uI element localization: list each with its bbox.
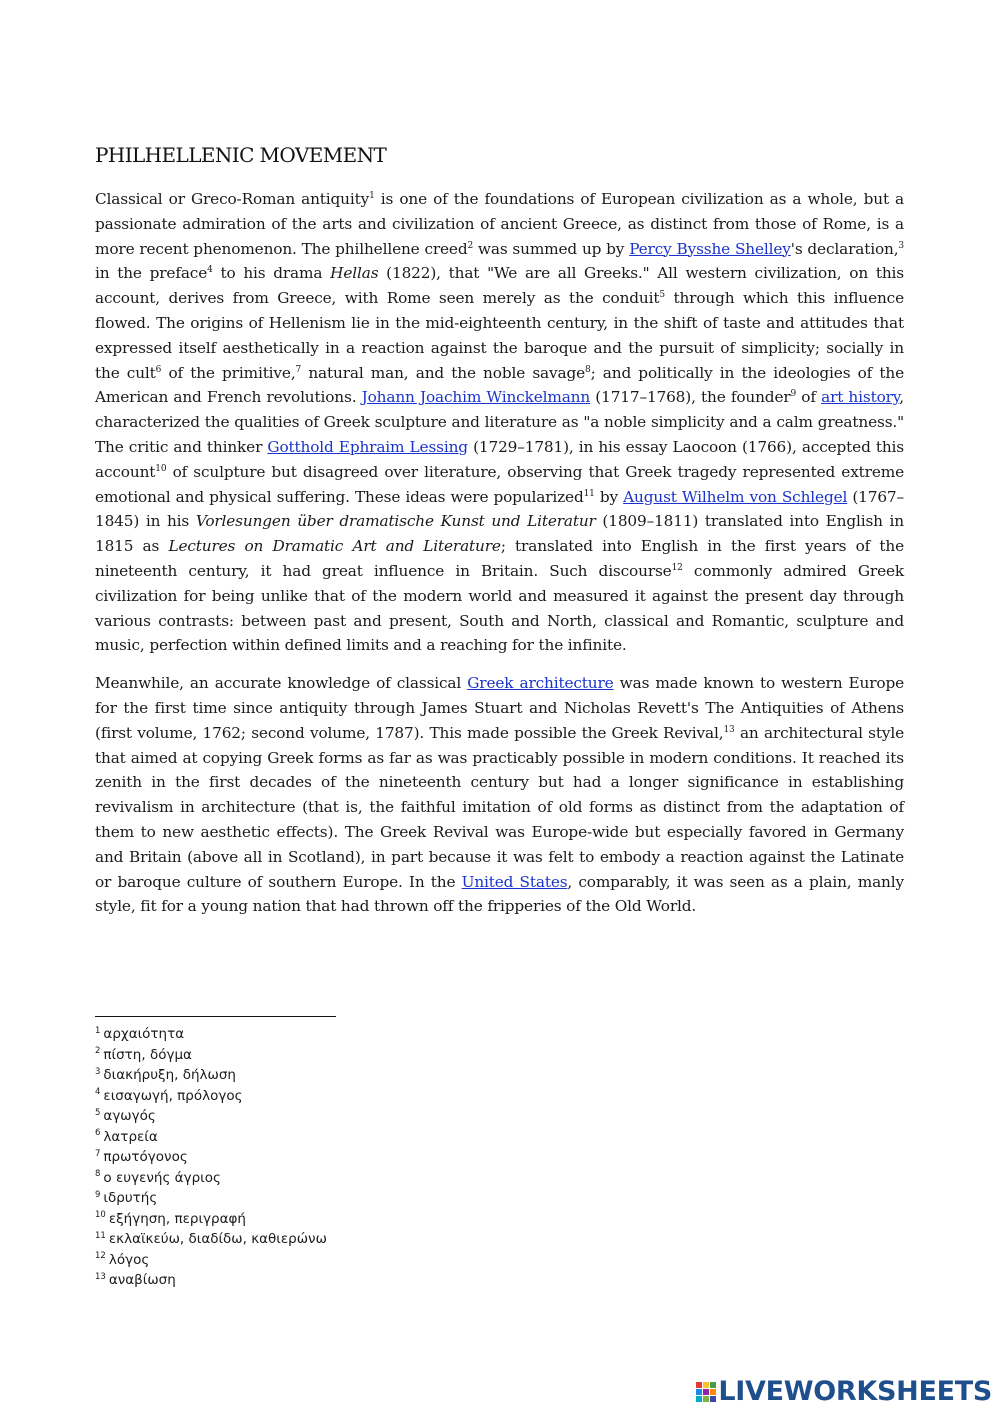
- footnote-number: 3: [95, 1066, 101, 1077]
- link-greek-architecture[interactable]: Greek architecture: [467, 674, 614, 693]
- logo-tile: [696, 1389, 702, 1395]
- footnote-number: 1: [95, 1025, 101, 1036]
- footnote-text: εκλαϊκεύω, διαδίδω, καθιερώνω: [108, 1231, 327, 1247]
- footnote-text: διακήρυξη, δήλωση: [103, 1067, 236, 1083]
- footnotes-list: [95, 1024, 327, 1291]
- footnote-item: [95, 1188, 327, 1209]
- footnote-ref-5: 5: [659, 290, 665, 301]
- logo-tile: [703, 1396, 709, 1402]
- link-schlegel[interactable]: August Wilhelm von Schlegel: [623, 487, 848, 506]
- liveworksheets-logo-icon: [696, 1382, 716, 1402]
- logo-tile: [696, 1396, 702, 1402]
- link-percy-bysshe-shelley[interactable]: Percy Bysshe Shelley: [629, 239, 791, 258]
- logo-tile: [710, 1382, 716, 1388]
- footnote-ref-1: 1: [369, 190, 375, 201]
- page-title: PHILHELLENIC MOVEMENT: [95, 143, 387, 167]
- footnote-number: 6: [95, 1128, 101, 1138]
- link-lessing[interactable]: Gotthold Ephraim Lessing: [267, 437, 468, 456]
- footnote-number: 8: [95, 1169, 101, 1179]
- footnote-text: λόγος: [108, 1251, 150, 1268]
- footnote-item: [95, 1106, 327, 1127]
- footnote-ref-12: 12: [671, 562, 683, 573]
- footnote-text: αρχαιότητα: [103, 1026, 185, 1042]
- footnote-item: [95, 1250, 327, 1271]
- liveworksheets-brand[interactable]: [696, 1376, 992, 1407]
- footnote-text: πίστη, δόγμα: [103, 1046, 192, 1063]
- footnote-ref-6: 6: [155, 364, 162, 375]
- footnote-item: [95, 1270, 327, 1291]
- footnote-text: πρωτόγονος: [103, 1149, 188, 1165]
- footnote-text: ο ευγενής άγριος: [103, 1169, 221, 1186]
- footnote-ref-9: 9: [790, 389, 797, 400]
- footnote-item: [95, 1147, 327, 1168]
- footnote-ref-10: 10: [155, 463, 167, 474]
- footnote-number: 12: [95, 1251, 106, 1261]
- footnote-number: 9: [95, 1189, 101, 1200]
- title-hellas: Hellas: [330, 264, 379, 283]
- footnote-ref-8: 8: [585, 364, 591, 375]
- footnote-text: ιδρυτής: [103, 1190, 158, 1206]
- footnote-item: [95, 1086, 327, 1107]
- footnote-item: [95, 1168, 327, 1189]
- footnote-text: εξήγηση, περιγραφή: [108, 1210, 246, 1227]
- footnote-item: [95, 1229, 327, 1250]
- footnote-ref-2: 2: [467, 240, 474, 251]
- footnote-divider: [95, 1016, 336, 1017]
- footnote-number: 10: [95, 1210, 106, 1220]
- paragraph-2: Meanwhile, an accurate knowledge of classical Greek architecture was made known to western Europe for the first time since antiquity through James Stuart and Nicholas Revett's The Antiquities of Athens (first volume, 1762; second volume, 1787). This made possible the Greek Revival,$^{13}$ an architectural style that aimed at copying Greek forms as far as was practicably possible in modern conditions. It reached its zenith in the first decades of the nineteenth century but had a longer significance in establishing revivalism in architecture (that is, the faithful imitation of old forms as distinct from the adaptation of them to new aesthetic effects). The Greek Revival was Europe-wide but especially favored in Germany and Britain (above all in Scotland), in part because it was felt to embody a reaction against the Latinate or baroque culture of southern Europe. In the United States, comparably, it was seen as a plain, manly style, fit for a young nation that had thrown off the fripperies of the Old World.: [95, 674, 904, 916]
- footnote-item: [95, 1127, 327, 1148]
- footnote-text: αγωγός: [103, 1108, 156, 1124]
- logo-tile: [703, 1389, 709, 1395]
- logo-tile: [703, 1382, 709, 1388]
- footnote-ref-4: 4: [207, 265, 213, 276]
- paragraph-1: Classical or Greco-Roman antiquity$^1$ is one of the foundations of European civilization as a whole, but a passionate admiration of the arts and civilization of ancient Greece, as distinct from those of Rome, is a more recent phenomenon. The philhellene creed$^2$ was summed up by Percy Bysshe Shelley's declaration,$^3$ in the preface$^4$ to his drama Hellas (1822), that "We are all Greeks." All western civilization, on this account, derives from Greece, with Rome seen merely as the conduit$^5$ through which this influence flowed. The origins of Hellenism lie in the mid-eighteenth century, in the shift of taste and attitudes that expressed itself aesthetically in a reaction against the baroque and the pursuit of simplicity; socially in the cult$^6$ of the primitive,$^7$ natural man, and the noble savage$^8$; and politically in the ideologies of the American and French revolutions. Johann Joachim Winckelmann (1717–1768), the founder$^9$ of art history, characterized the qualities of Greek sculpture and literature as "a noble simplicity and a calm greatness." The critic and thinker Gotthold Ephraim Lessing (1729–1781), in his essay Laocoon (1766), accepted this account$^{10}$ of sculpture but disagreed over literature, observing that Greek tragedy represented extreme emotional and physical suffering. These ideas were popularized$^{11}$ by August Wilhelm von Schlegel (1767–1845) in his Vorlesungen über dramatische Kunst und Literatur (1809–1811) translated into English in 1815 as Lectures on Dramatic Art and Literature; translated into English in the first years of the nineteenth century, it had great influence in Britain. Such discourse$^{12}$ commonly admired Greek civilization for being unlike that of the modern world and measured it against the present day through various contrasts: between past and present, South and North, classical and Romantic, sculpture and music, perfection within defined limits and a reaching for the infinite.: [95, 190, 905, 655]
- link-art-history[interactable]: art history: [821, 388, 900, 407]
- footnote-number: 4: [95, 1087, 101, 1097]
- footnote-number: 13: [95, 1271, 106, 1282]
- logo-tile: [696, 1382, 702, 1388]
- footnote-item: [95, 1024, 327, 1045]
- footnote-number: 5: [95, 1107, 101, 1118]
- footnote-ref-11: 11: [583, 488, 595, 499]
- footnote-text: εισαγωγή, πρόλογος: [103, 1087, 243, 1104]
- document-page: [95, 143, 904, 932]
- logo-tile: [710, 1396, 716, 1402]
- footnote-item: [95, 1065, 327, 1086]
- link-winckelmann[interactable]: Johann Joachim Winckelmann: [361, 388, 591, 407]
- title-vorlesungen: Vorlesungen über dramatische Kunst und Literatur: [195, 512, 596, 531]
- footnote-number: 2: [95, 1046, 101, 1056]
- footnote-ref-13: 13: [723, 724, 735, 735]
- footnote-number: 7: [95, 1148, 101, 1159]
- logo-tile: [710, 1389, 716, 1395]
- footnote-text: αναβίωση: [108, 1272, 176, 1288]
- footnote-ref-3: 3: [898, 240, 904, 251]
- footnote-ref-7: 7: [295, 364, 302, 375]
- footnote-text: λατρεία: [103, 1128, 158, 1145]
- footnote-item: [95, 1045, 327, 1066]
- link-united-states[interactable]: United States: [461, 872, 568, 891]
- brand-name: LIVEWORKSHEETS: [718, 1376, 992, 1407]
- footnote-item: [95, 1209, 327, 1230]
- title-lectures: Lectures on Dramatic Art and Literature: [168, 537, 501, 556]
- footnote-number: 11: [95, 1230, 106, 1241]
